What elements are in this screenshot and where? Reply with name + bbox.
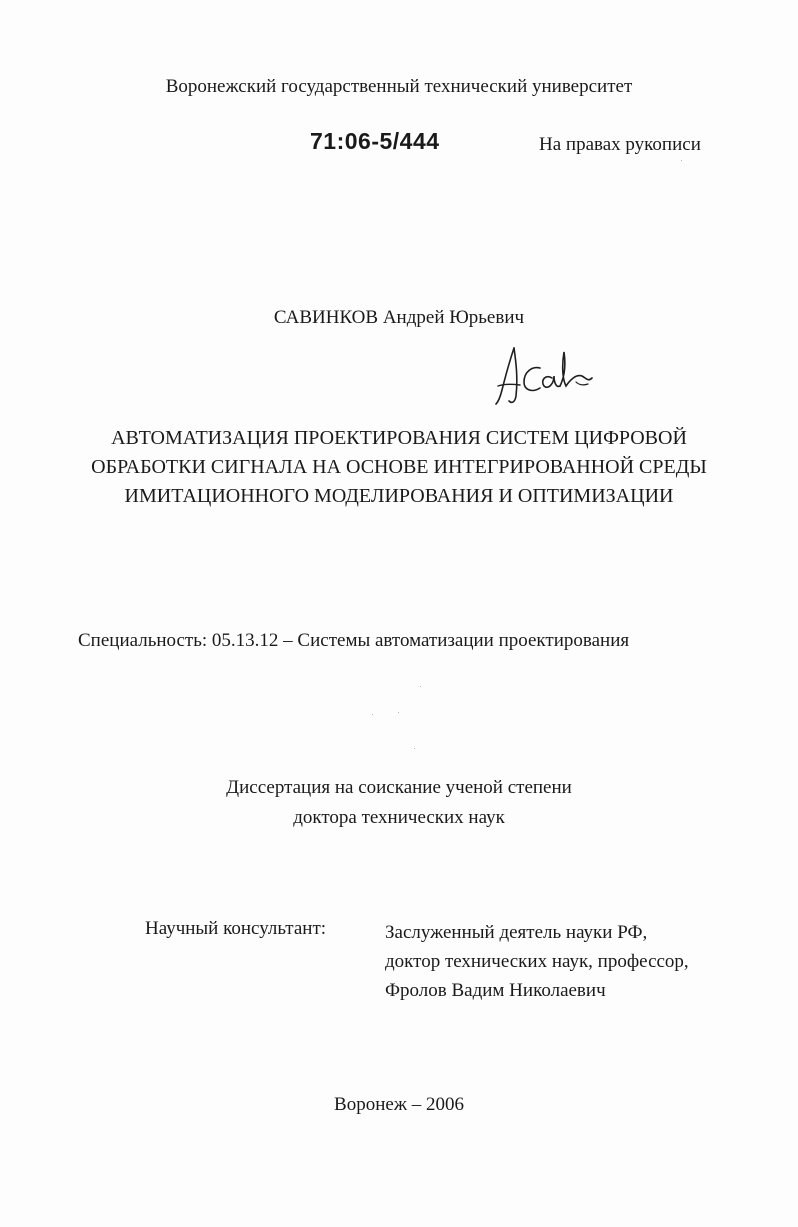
specialty-line: Специальность: 05.13.12 – Системы автоматизации проектирования: [78, 630, 630, 651]
advisor-info-line: Заслуженный деятель науки РФ,: [385, 922, 648, 943]
thesis-title: [0, 424, 798, 511]
scan-speck: [420, 686, 421, 687]
scan-speck: [372, 714, 373, 715]
scan-speck: [681, 160, 682, 161]
scan-speck: [398, 712, 399, 713]
advisor-info: [385, 918, 689, 1005]
author-name: САВИНКОВ Андрей Юрьевич: [273, 307, 525, 328]
degree-line: доктора технических наук: [293, 807, 505, 828]
thesis-title-line: ИМИТАЦИОННОГО МОДЕЛИРОВАНИЯ И ОПТИМИЗАЦИИ: [124, 485, 674, 507]
degree-line: Диссертация на соискание ученой степени: [226, 777, 572, 798]
advisor-info-line: доктор технических наук, профессор,: [385, 951, 689, 972]
thesis-title-line: ОБРАБОТКИ СИГНАЛА НА ОСНОВЕ ИНТЕГРИРОВАННОЙ СРЕДЫ: [91, 456, 707, 478]
catalog-code: 71:06-5/444: [310, 128, 440, 154]
thesis-title-line: АВТОМАТИЗАЦИЯ ПРОЕКТИРОВАНИЯ СИСТЕМ ЦИФРОВОЙ: [111, 427, 687, 449]
degree-statement: [0, 773, 798, 833]
advisor-label: Научный консультант:: [145, 918, 327, 939]
handwritten-signature-icon: [492, 338, 602, 410]
manuscript-rights-note: На правах рукописи: [539, 134, 701, 155]
scan-speck: [414, 748, 415, 749]
city-year: Воронеж – 2006: [334, 1094, 464, 1115]
university-name: Воронежский государственный технический университет: [165, 76, 633, 97]
advisor-info-line: Фролов Вадим Николаевич: [385, 980, 606, 1001]
